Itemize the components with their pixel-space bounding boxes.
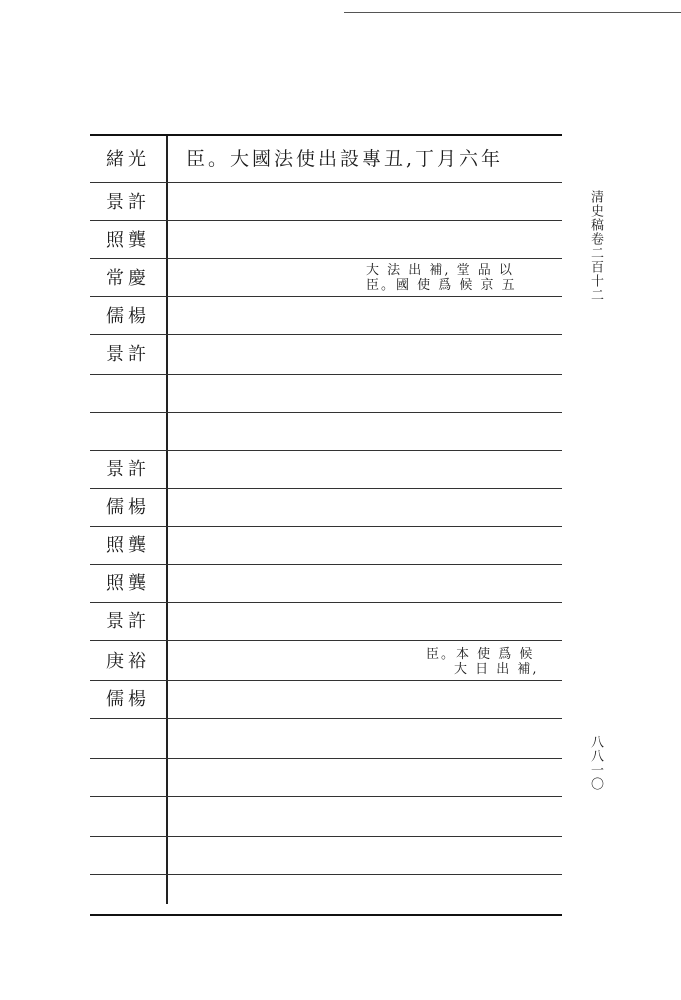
name-cell: 照龔 <box>106 573 150 594</box>
row-rule <box>90 874 562 875</box>
row-rule <box>90 680 562 681</box>
name-cell: 儒楊 <box>106 689 150 710</box>
row-rule <box>90 488 562 489</box>
table-top-rule <box>90 134 562 136</box>
row-rule <box>90 526 562 527</box>
row-rule <box>90 220 562 221</box>
row-rule <box>90 258 562 259</box>
row-rule <box>90 182 562 183</box>
name-cell: 常慶 <box>106 268 150 289</box>
name-cell: 儒楊 <box>106 306 150 327</box>
name-cell: 景許 <box>106 459 150 480</box>
running-title: 清史稿卷二百十二 <box>588 190 603 302</box>
name-cell: 景許 <box>106 344 150 365</box>
name-cell: 緒光 <box>106 149 150 170</box>
row-title-text: 臣。大國法使出設專丑,丁月六年 <box>186 148 504 170</box>
row-rule <box>90 450 562 451</box>
row-rule <box>90 602 562 603</box>
note-1-line-1: 大 法 出 補, 堂 品 以 <box>366 263 514 278</box>
page-number: 八八一〇 <box>588 735 603 791</box>
name-cell: 庚裕 <box>106 651 150 672</box>
name-cell: 照龔 <box>106 535 150 556</box>
note-2-line-1: 臣。本 使 爲 候 <box>426 647 535 662</box>
row-rule <box>90 796 562 797</box>
row-rule <box>90 374 562 375</box>
note-1-line-2: 臣。國 使 爲 候 京 五 <box>366 278 517 293</box>
row-rule <box>90 640 562 641</box>
name-cell: 景許 <box>106 611 150 632</box>
row-rule <box>90 412 562 413</box>
row-rule <box>90 296 562 297</box>
note-2-line-2: 大 日 出 補, <box>454 662 539 677</box>
name-cell: 儒楊 <box>106 497 150 518</box>
name-cell: 照龔 <box>106 230 150 251</box>
row-rule <box>90 836 562 837</box>
row-rule <box>90 758 562 759</box>
row-rule <box>90 564 562 565</box>
top-edge-rule <box>344 12 681 13</box>
name-cell: 景許 <box>106 192 150 213</box>
table-bottom-rule <box>90 914 562 916</box>
column-divider <box>166 134 168 904</box>
row-rule <box>90 718 562 719</box>
row-rule <box>90 334 562 335</box>
